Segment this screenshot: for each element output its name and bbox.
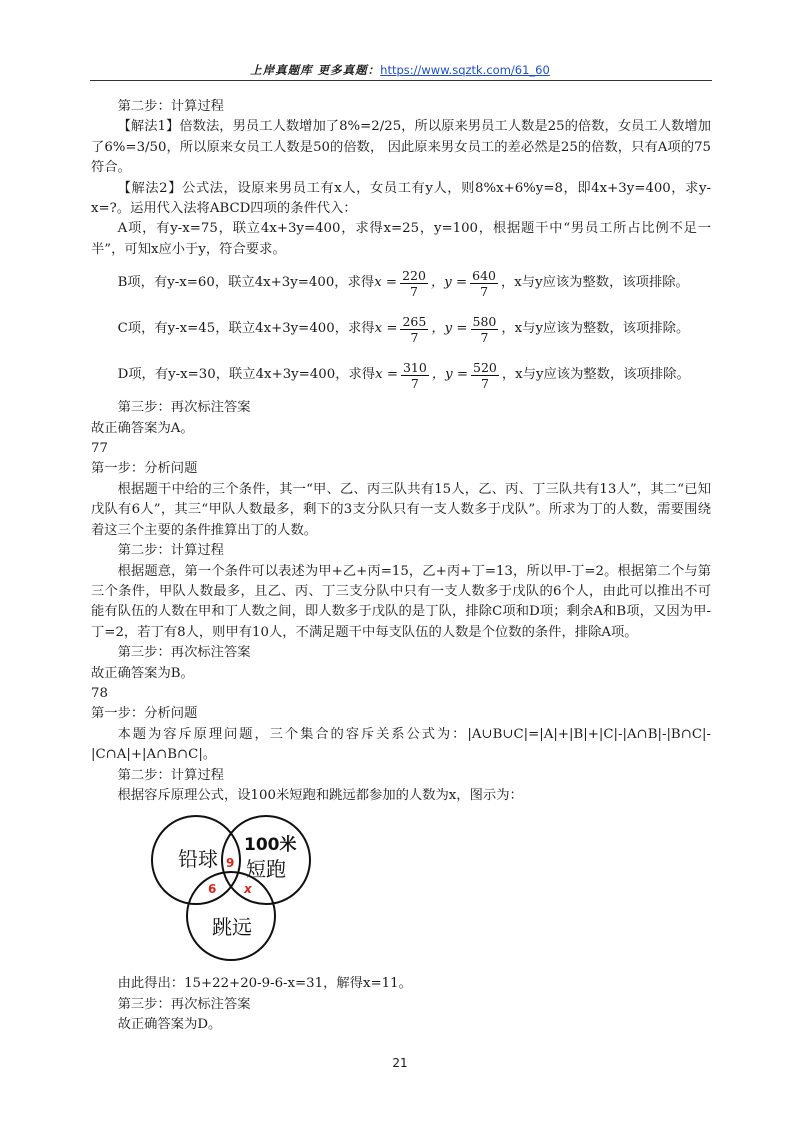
answer-line: 故正确答案为A。 xyxy=(91,420,194,436)
paragraph-78-result: 由此得出：15+22+20-9-6-x=31，解得x=11。 xyxy=(117,976,412,992)
fraction-c-y: $\frac{580}{7}$ xyxy=(472,313,497,345)
page-header xyxy=(0,62,800,78)
venn-overlap-shotput-longjump: 6 xyxy=(208,882,217,897)
paragraph-77-calc: 根据题意，第一个条件可以表述为甲+乙+丙=15，乙+丙+丁=13，所以甲-丁=2。根据第二个与第三个条件，甲队人数最多，且乙、丙、丁三支分队中只有一支人数多于戊队的6个人，由此可以推出不可能有队伍的人数在甲和丁人数之间，即人数多于戊队的是丁队，排除C项和D项；剩余A和B项，又因为甲-丁=2，若丁有8人，则甲有10人，不满足题干中每支队伍的人数是个位数的条件，排除A项。 xyxy=(91,563,711,640)
header-rule xyxy=(90,80,712,81)
step-heading: 第二步：计算过程 xyxy=(117,543,224,559)
document-body xyxy=(91,97,711,1036)
step-heading: 第三步：再次标注答案 xyxy=(117,400,251,416)
step-heading: 第一步：分析问题 xyxy=(91,706,198,722)
paragraph-78-setup: 根据容斥原理公式，设100米短跑和跳远都参加的人数为x，图示为： xyxy=(117,787,523,803)
venn-label-sprint: 短跑 xyxy=(246,857,286,882)
venn-svg xyxy=(140,812,340,962)
fraction-b-y: $\frac{640}{7}$ xyxy=(472,267,496,299)
paragraph-77-analysis: 根据题干中给的三个条件，其一“甲、乙、丙三队共有15人，乙、丙、丁三队共有13人”，其二“已知戊队有6人”，其三“甲队人数最多，剩下的3支分队只有一支人数多于戊队”。所求为丁的人数，需要围绕着这三个主要的条件推算出丁的人数。 xyxy=(91,481,711,538)
option-c-line: C项，有y-x=45，联立4x+3y=400，求得 x = $\frac{265}{7}$ ，y = $\frac{580}{7}$ ，x与y应该为整数，该项排除。 xyxy=(117,313,690,345)
question-number: 77 xyxy=(91,441,108,457)
step-heading: 第二步：计算过程 xyxy=(117,99,224,114)
venn-label-long-jump: 跳远 xyxy=(212,915,252,940)
step-heading: 第一步：分析问题 xyxy=(91,461,198,477)
page-number: 21 xyxy=(392,1056,408,1070)
venn-overlap-100m-longjump: x xyxy=(244,882,252,897)
venn-label-shot-put: 铅球 xyxy=(178,847,218,872)
option-b-line: B项，有y-x=60，联立4x+3y=400，求得 x = $\frac{220}{7}$ ，y = $\frac{640}{7}$ ，x与y应该为整数，该项排除。 xyxy=(117,267,689,299)
paragraph-method-1: 【解法1】倍数法，男员工人数增加了8%=2/25，所以原来男员工人数是25的倍数，女员工人数增加了6%=3/50，所以原来女员工人数是50的倍数， 因此原来男女员工的差必然是25的倍数，只有A项的75符合。 xyxy=(91,119,711,176)
fraction-b-x: $\frac{220}{7}$ xyxy=(402,267,426,299)
question-number: 78 xyxy=(91,685,108,701)
step-heading: 第三步：再次标注答案 xyxy=(117,645,251,661)
fraction-c-x: $\frac{265}{7}$ xyxy=(402,313,427,345)
fraction-d-x: $\frac{310}{7}$ xyxy=(402,359,427,391)
header-url-link[interactable]: https://www.sqztk.com/61_60 xyxy=(380,63,550,77)
venn-diagram xyxy=(140,812,340,962)
fraction-d-y: $\frac{520}{7}$ xyxy=(473,359,497,391)
option-a-line: A项，有y-x=75，联立4x+3y=400，求得x=25，y=100，根据题干中“男员工所占比例不足一半”，可知x应小于y，符合要求。 xyxy=(91,221,711,257)
step-heading: 第三步：再次标注答案 xyxy=(117,996,251,1012)
venn-overlap-shotput-100m: 9 xyxy=(226,856,235,871)
answer-line: 故正确答案为D。 xyxy=(117,1017,222,1033)
answer-line: 故正确答案为B。 xyxy=(91,665,194,681)
header-site: 上岸真题库 xyxy=(250,63,313,77)
step-heading: 第二步：计算过程 xyxy=(117,767,224,783)
venn-label-100m: 100米 xyxy=(244,835,297,856)
option-d-line: D项，有y-x=30，联立4x+3y=400，求得 x = $\frac{310}{7}$ ，y = $\frac{520}{7}$ ，x与y应该为整数，该项排除。 xyxy=(117,359,690,391)
header-more: 更多真题： xyxy=(317,63,381,77)
paragraph-78-formula: 本题为容斥原理问题，三个集合的容斥关系公式为：|A∪B∪C|=|A|+|B|+|C|-|A∩B|-|B∩C|-|C∩A|+|A∩B∩C|。 xyxy=(91,726,711,763)
paragraph-method-2: 【解法2】公式法，设原来男员工有x人，女员工有y人，则8%x+6%y=8，即4x+3y=400，求y-x=?。运用代入法将ABCD四项的条件代入： xyxy=(91,180,711,217)
